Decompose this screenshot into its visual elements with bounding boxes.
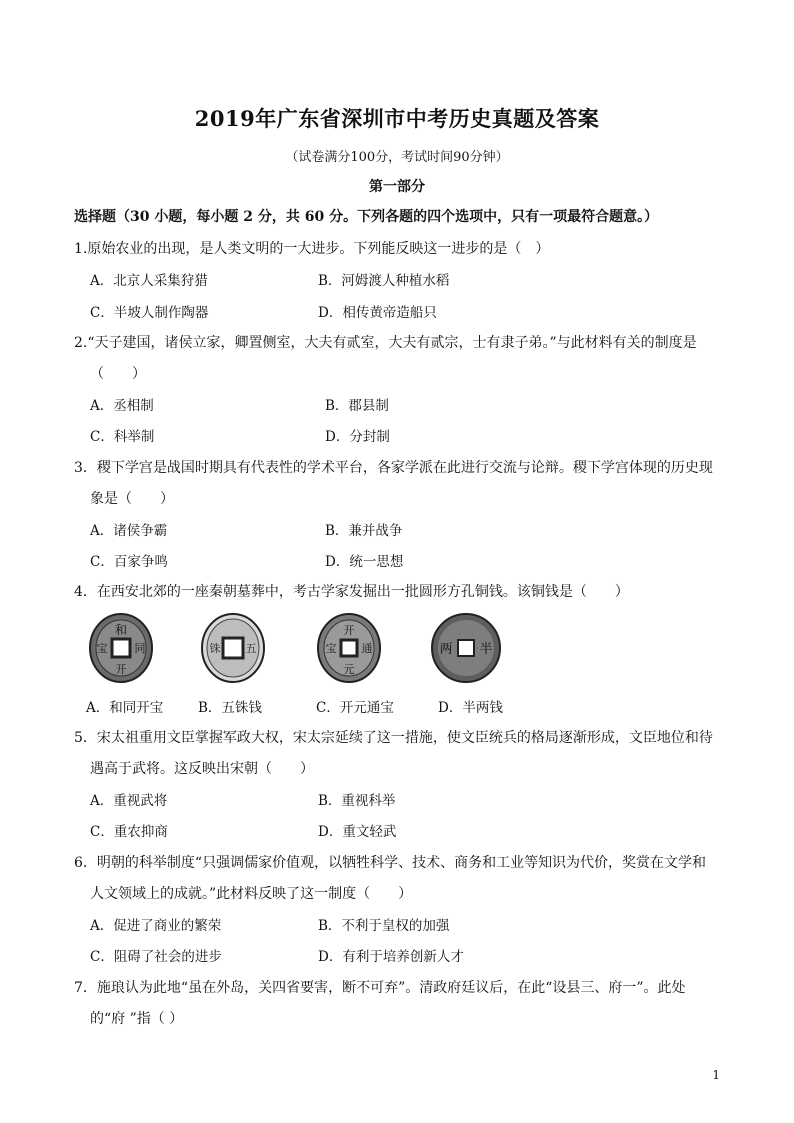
coin-d-char-1: 半 [479,642,493,657]
question-3-option-d[interactable]: D．统一思想 [325,554,404,570]
coin-image-d [430,612,502,684]
question-3-stem-cont: 象是（ ） [90,491,174,507]
question-1-option-d[interactable]: D．相传黄帝造船只 [318,305,437,321]
question-1-stem: 1.原始农业的出现，是人类文明的一大进步。下列能反映这一进步的是（ ） [74,241,550,257]
question-1-option-a[interactable]: A．北京人采集狩猎 [90,273,208,289]
question-5-stem-cont: 遇高于武将。这反映出宋朝（ ） [90,761,314,777]
question-5-stem: 5．宋太祖重用文臣掌握军政大权，宋太宗延续了这一措施，使文臣统兵的格局逐渐形成，文臣地位和待 [74,730,713,746]
question-6-option-b[interactable]: B．不利于皇权的加强 [318,918,450,934]
coin-c-char-4: 宝 [325,642,337,655]
question-2-stem-cont: （ ） [90,366,146,382]
coin-a-char-1: 和 [114,623,128,637]
question-2-option-c[interactable]: C．科举制 [90,429,155,445]
coin-b-char-2: 铢 [209,642,221,655]
question-3-stem: 3．稷下学宫是战国时期具有代表性的学术平台，各家学派在此进行交流与论辩。稷下学宫体现的历史现 [74,460,713,476]
question-2-stem: 2.“天子建国，诸侯立家，卿置侧室，大夫有贰室，大夫有贰宗，士有隶子弟。”与此材料有关的制度是 [74,335,697,351]
page-title: 2019年广东省深圳市中考历史真题及答案 [194,106,600,131]
question-5-option-b[interactable]: B．重视科举 [318,793,396,809]
question-4-option-b[interactable]: B．五铢钱 [198,700,262,716]
part-heading: 第一部分 [369,179,425,195]
question-6-stem: 6．明朝的科举制度“只强调儒家价值观，以牺牲科学、技术、商务和工业等知识为代价，奖赏在文学和 [74,855,707,871]
exam-info: （试卷满分100分，考试时间90分钟） [285,150,509,165]
question-3-option-b[interactable]: B．兼并战争 [325,523,403,539]
question-5-option-c[interactable]: C．重农抑商 [90,824,168,840]
coin-b-char-1: 五 [245,642,257,655]
coin-c-char-1: 开 [343,624,355,637]
coin-image-a [88,612,154,684]
page-number: 1 [712,1068,720,1082]
question-1-option-c[interactable]: C．半坡人制作陶器 [90,305,209,321]
question-4-option-a[interactable]: A．和同开宝 [86,700,164,716]
question-7-stem: 7．施琅认为此地“虽在外岛，关四省要害，断不可弃”。清政府廷议后，在此“设县三、府一”。此处 [74,980,686,996]
question-5-option-a[interactable]: A．重视武将 [90,793,168,809]
coin-image-c [316,612,382,684]
question-2-option-d[interactable]: D．分封制 [325,429,390,445]
question-4-option-c[interactable]: C．开元通宝 [316,700,394,716]
coin-a-char-3: 开 [115,663,127,676]
question-4-option-d[interactable]: D．半两钱 [438,700,503,716]
question-1-option-b[interactable]: B．河姆渡人种植水稻 [318,273,450,289]
coin-image-b [200,612,266,684]
question-6-option-d[interactable]: D．有利于培养创新人才 [318,949,464,965]
coin-c-char-3: 通 [361,642,373,655]
question-2-option-a[interactable]: A．丞相制 [90,398,154,414]
coin-a-char-4: 宝 [96,642,108,655]
question-3-option-c[interactable]: C．百家争鸣 [90,554,168,570]
question-3-option-a[interactable]: A．诸侯争霸 [90,523,168,539]
question-6-stem-cont: 人文领域上的成就。”此材料反映了这一制度（ ） [90,886,413,902]
question-7-stem-cont: 的“府 ”指（ ） [90,1011,184,1027]
question-6-option-c[interactable]: C．阻碍了社会的进步 [90,949,222,965]
question-5-option-d[interactable]: D．重文轻武 [318,824,397,840]
question-4-stem: 4．在西安北郊的一座秦朝墓葬中，考古学家发掘出一批圆形方孔铜钱。该铜钱是（ ） [74,584,629,600]
section-instructions: 选择题（30 小题，每小题 2 分，共 60 分。下列各题的四个选项中，只有一项最符合题意。） [74,209,659,225]
question-6-option-a[interactable]: A．促进了商业的繁荣 [90,918,222,934]
coin-a-char-2: 同 [134,642,146,655]
coin-c-char-2: 元 [343,663,355,676]
coin-d-char-2: 两 [439,642,453,657]
question-2-option-b[interactable]: B．郡县制 [325,398,389,414]
